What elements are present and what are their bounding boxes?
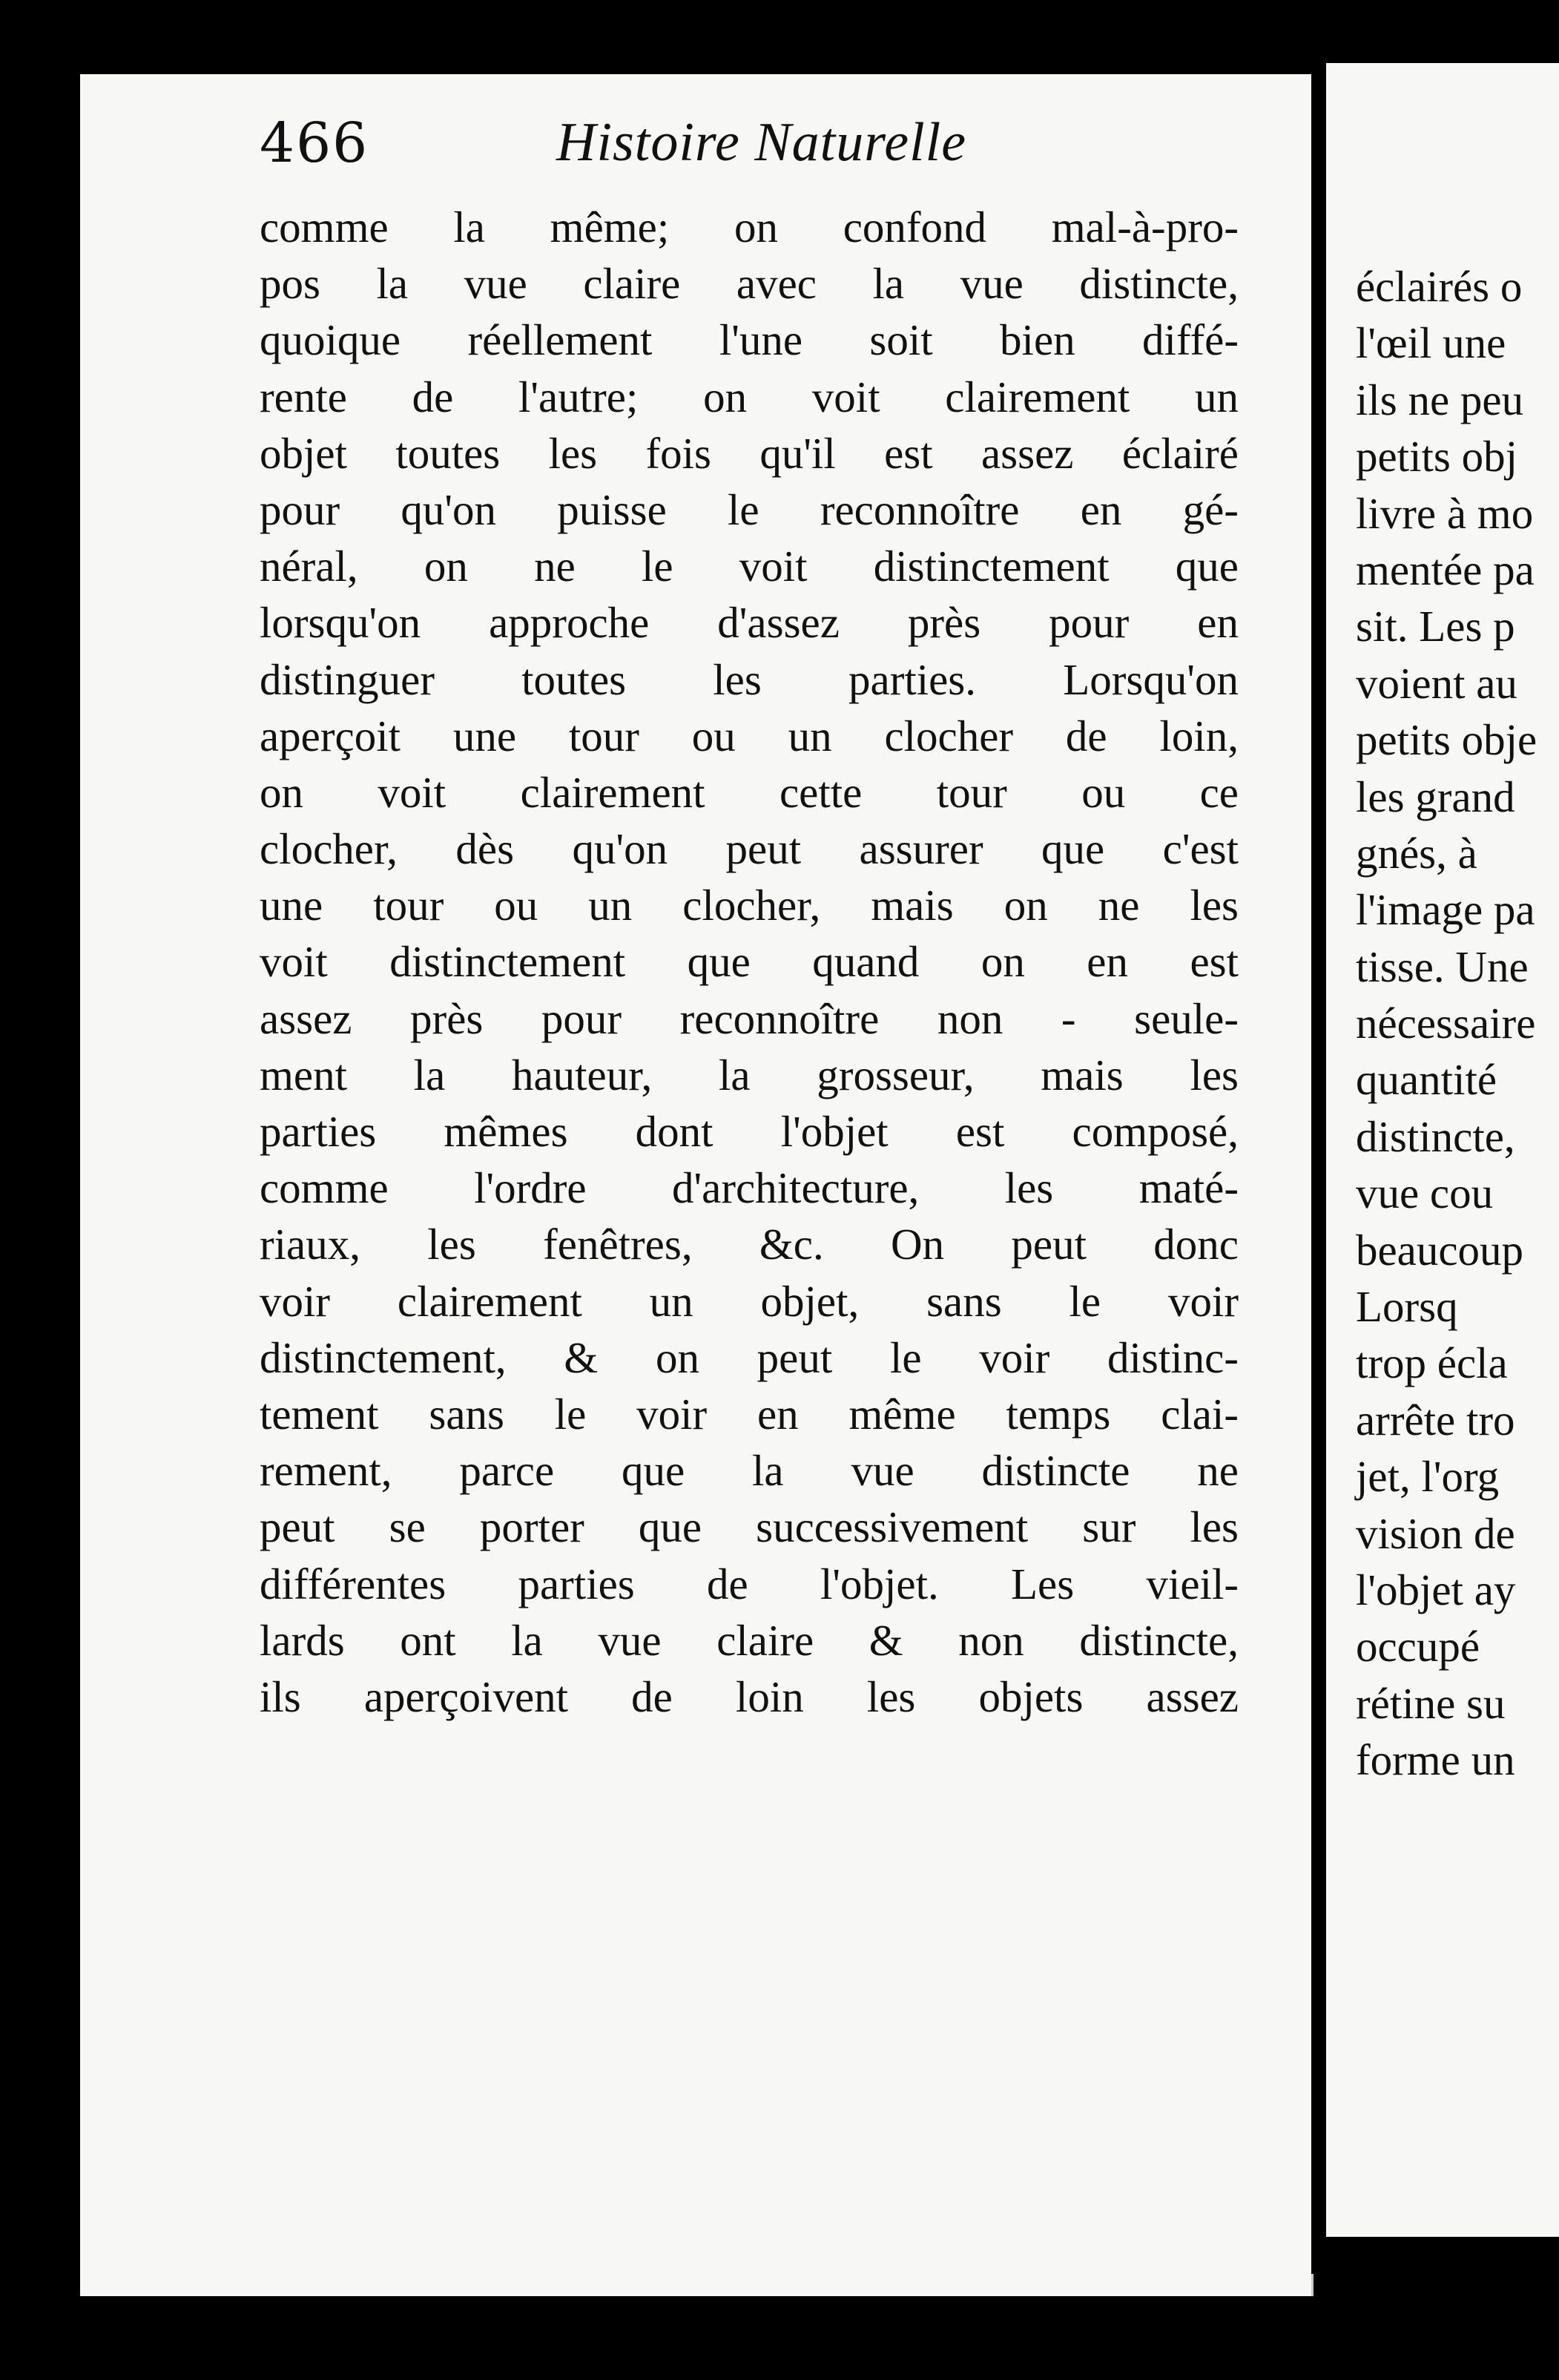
text-line: pos la vue claire avec la vue distincte, [260, 259, 1239, 309]
text-line: distinctement, & on peut le voir distinc- [260, 1332, 1239, 1382]
right-text-line: éclairés o [1356, 262, 1523, 311]
text-line: distinguer toutes les parties. Lorsqu'on [260, 654, 1239, 704]
right-text-line: trop écla [1356, 1338, 1508, 1388]
right-text-line: distincte, [1356, 1111, 1515, 1161]
text-line: comme la même; on confond mal-à-pro- [260, 203, 1239, 252]
text-line: clocher, dès qu'on peut assurer que c'est [260, 824, 1239, 874]
running-head: Histoire Naturelle [556, 112, 967, 173]
text-line: voit distinctement que quand on en est [260, 937, 1239, 987]
right-text-line: rétine su [1356, 1678, 1506, 1728]
right-book-page [1326, 63, 1559, 2237]
text-line: lards ont la vue claire & non distincte, [260, 1615, 1239, 1665]
text-line: ment la hauteur, la grosseur, mais les [260, 1050, 1239, 1099]
right-text-line: forme un [1356, 1735, 1515, 1785]
right-text-line: l'œil une [1356, 318, 1506, 368]
text-line: pour qu'on puisse le reconnoître en gé- [260, 484, 1239, 534]
right-page-text [1356, 258, 1559, 1789]
right-text-line: gnés, à [1356, 828, 1477, 878]
page-header [260, 111, 1001, 200]
text-line: rement, parce que la vue distincte ne [260, 1446, 1239, 1496]
text-line: riaux, les fenêtres, &c. On peut donc [260, 1220, 1239, 1269]
text-line: on voit clairement cette tour ou ce [260, 767, 1239, 817]
text-line: une tour ou un clocher, mais on ne les [260, 881, 1239, 930]
right-text-line: arrête tro [1356, 1395, 1515, 1444]
right-text-line: beaucoup [1356, 1225, 1524, 1275]
text-line: néral, on ne le voit distinctement que [260, 542, 1239, 591]
text-line: rente de l'autre; on voit clairement un [260, 372, 1239, 421]
text-line: aperçoit une tour ou un clocher de loin, [260, 711, 1239, 760]
right-text-line: les grand [1356, 772, 1515, 821]
right-text-line: l'image pa [1356, 885, 1535, 935]
text-line: tement sans le voir en même temps clai- [260, 1389, 1239, 1439]
right-text-line: vue cou [1356, 1168, 1494, 1218]
text-line: différentes parties de l'objet. Les vieil- [260, 1559, 1239, 1608]
text-line: objet toutes les fois qu'il est assez éclairé [260, 428, 1239, 478]
text-line: quoique réellement l'une soit bien diffé- [260, 315, 1239, 365]
text-line: comme l'ordre d'architecture, les maté- [260, 1163, 1239, 1213]
right-text-line: ils ne peu [1356, 375, 1524, 424]
right-text-line: petits obje [1356, 715, 1537, 765]
text-line: voir clairement un objet, sans le voir [260, 1276, 1239, 1326]
right-text-line: jet, l'org [1356, 1452, 1500, 1502]
text-line: assez près pour reconnoître non - seule- [260, 993, 1239, 1043]
right-text-line: occupé [1356, 1622, 1480, 1671]
right-text-line: petits obj [1356, 432, 1517, 481]
right-text-line: vision de [1356, 1508, 1515, 1558]
page-number: 466 [260, 111, 369, 175]
page-gutter [1311, 63, 1326, 2274]
text-line: lorsqu'on approche d'assez près pour en [260, 598, 1239, 648]
right-text-line: nécessaire [1356, 999, 1536, 1048]
right-text-line: sit. Les p [1356, 602, 1515, 651]
right-text-line: quantité [1356, 1055, 1497, 1105]
text-line: peut se porter que successivement sur les [260, 1502, 1239, 1552]
text-line: parties mêmes dont l'objet est composé, [260, 1107, 1239, 1156]
text-line: ils aperçoivent de loin les objets assez [260, 1671, 1239, 1721]
right-text-line: livre à mo [1356, 488, 1534, 538]
right-text-line: voient au [1356, 658, 1517, 708]
left-page-text [260, 199, 1239, 1725]
right-text-line: l'objet ay [1356, 1565, 1516, 1614]
right-text-line: tisse. Une [1356, 941, 1529, 991]
right-text-line: mentée pa [1356, 545, 1535, 594]
right-text-line: Lorsq [1356, 1282, 1458, 1332]
